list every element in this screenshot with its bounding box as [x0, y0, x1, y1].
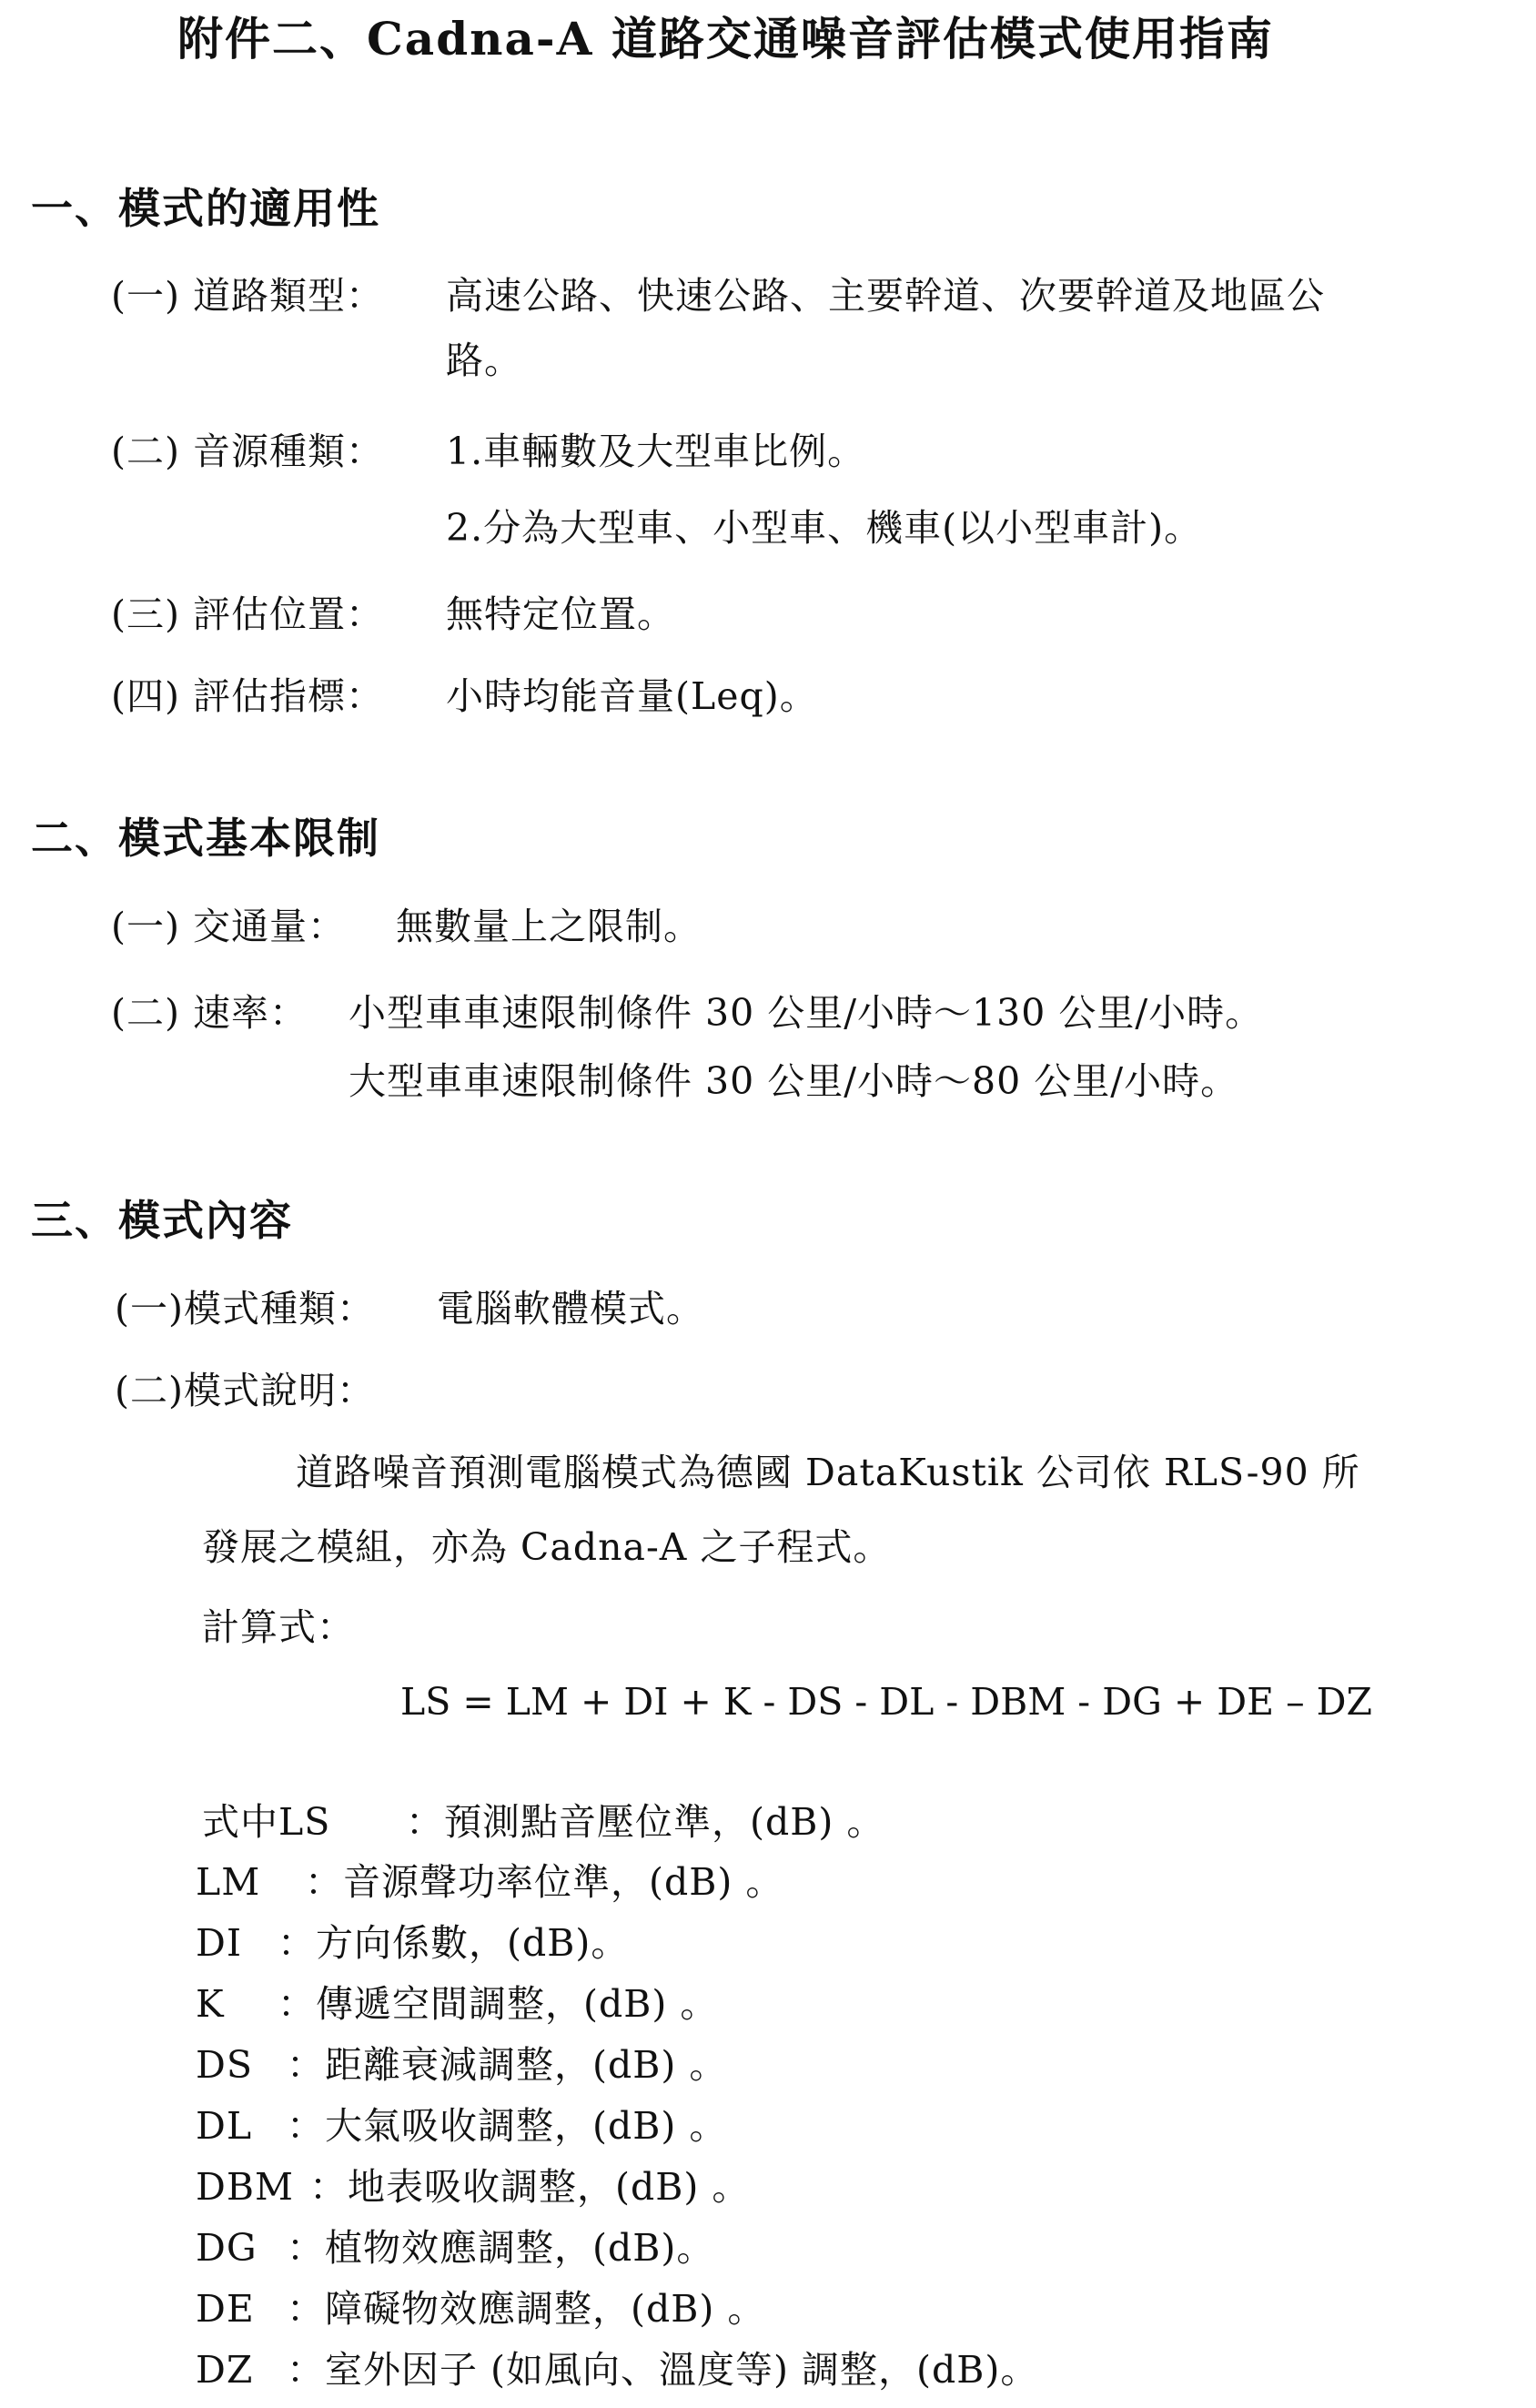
- term-symbol: DI: [196, 1921, 243, 1965]
- term-symbol: DG: [196, 2226, 258, 2270]
- term-symbol: DL: [196, 2104, 253, 2148]
- term-row: [196, 1860, 784, 1904]
- item-label: (四) 評估指標：: [111, 674, 385, 718]
- term-row: [196, 2104, 728, 2148]
- term-symbol: DBM: [196, 2165, 294, 2209]
- section-heading-limits: 二、模式基本限制: [31, 814, 380, 863]
- formula-label: 計算式：: [202, 1605, 355, 1649]
- term-row: [196, 2226, 715, 2270]
- term-description: ：音源聲功率位準，(dB) 。: [305, 1860, 784, 1904]
- term-description: ：地表吸收調整，(dB) 。: [309, 2165, 751, 2209]
- item-label: (一) 交通量：: [111, 905, 347, 948]
- term-row: [196, 1982, 719, 2026]
- term-row: [196, 2348, 1039, 2392]
- term-symbol: LS: [278, 1800, 331, 1844]
- description-paragraph-line: 道路噪音預測電腦模式為德國 DataKustik 公司依 RLS-90 所: [296, 1451, 1360, 1494]
- term-description: ：障礙物效應調整，(dB) 。: [287, 2287, 766, 2331]
- item-label: (二) 速率：: [111, 991, 308, 1035]
- item-label: (一) 道路類型：: [111, 274, 385, 318]
- term-symbol: K: [196, 1982, 225, 2026]
- item-label: (二) 音源種類：: [111, 430, 385, 473]
- item-text: 高速公路、快速公路、主要幹道、次要幹道及地區公: [446, 274, 1325, 318]
- term-description: ：傳遞空間調整，(dB) 。: [278, 1982, 719, 2026]
- item-text: 電腦軟體模式。: [437, 1287, 704, 1330]
- page-title: 附件二、Cadna-A 道路交通噪音評估模式使用指南: [177, 12, 1274, 66]
- term-row: [196, 2287, 766, 2331]
- term-symbol: LM: [196, 1860, 261, 1904]
- term-description: ：距離衰減調整，(dB) 。: [287, 2043, 728, 2087]
- term-description: ：方向係數，(dB)。: [278, 1921, 630, 1965]
- item-label: (三) 評估位置：: [111, 592, 385, 636]
- term-description: ：大氣吸收調整，(dB) 。: [287, 2104, 728, 2148]
- term-description: ：室外因子 (如風向、溫度等) 調整，(dB)。: [287, 2348, 1039, 2392]
- where-prefix: 式中: [202, 1800, 278, 1844]
- item-text: 小型車車速限制條件 30 公里/小時～130 公里/小時。: [349, 991, 1264, 1035]
- term-row: [196, 1921, 630, 1965]
- item-text: 小時均能音量(Leq)。: [446, 674, 818, 718]
- item-text: 無數量上之限制。: [396, 905, 702, 948]
- item-text: 1.車輛數及大型車比例。: [446, 430, 866, 473]
- item-text: 大型車車速限制條件 30 公里/小時～80 公里/小時。: [349, 1059, 1239, 1103]
- item-label: (一)模式種類：: [115, 1287, 375, 1330]
- term-symbol: DS: [196, 2043, 253, 2087]
- item-text: 無特定位置。: [446, 592, 675, 636]
- formula: LS = LM + DI + K - DS - DL - DBM - DG + DE – DZ: [400, 1680, 1372, 1724]
- term-row: [202, 1800, 885, 1844]
- term-description: ：植物效應調整，(dB)。: [287, 2226, 715, 2270]
- section-heading-content: 三、模式內容: [31, 1196, 293, 1245]
- item-label: (二)模式說明：: [115, 1369, 375, 1412]
- description-paragraph-line: 發展之模組，亦為 Cadna-A 之子程式。: [202, 1525, 892, 1569]
- section-heading-applicability: 一、模式的適用性: [31, 184, 380, 233]
- term-symbol: DE: [196, 2287, 255, 2331]
- item-text: 2.分為大型車、小型車、機車(以小型車計)。: [446, 506, 1203, 550]
- item-text: 路。: [446, 339, 522, 382]
- term-description: ：預測點音壓位準，(dB) 。: [406, 1800, 885, 1844]
- term-symbol: DZ: [196, 2348, 254, 2392]
- term-row: [196, 2043, 728, 2087]
- term-row: [196, 2165, 751, 2209]
